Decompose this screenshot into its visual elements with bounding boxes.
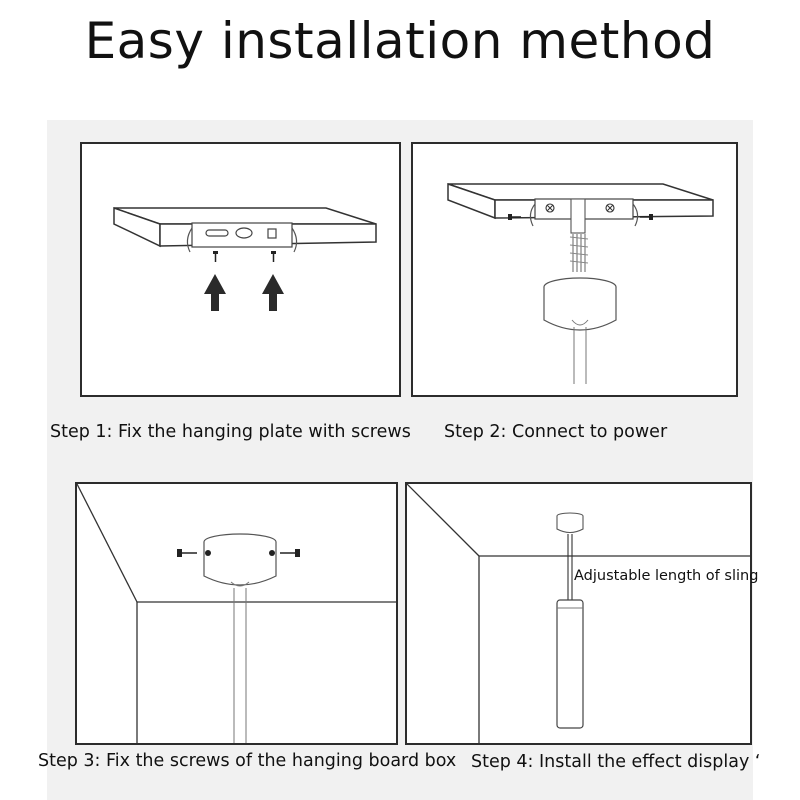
ceiling-plate-diagram [82,144,401,397]
canopy-mount-diagram [77,484,398,745]
step-4-illustration [405,482,752,745]
screw-icon [213,251,218,262]
screw-icon [177,549,197,557]
step-1-caption: Step 1: Fix the hanging plate with screws [50,422,411,442]
up-arrow-icon [262,274,284,311]
power-connection-diagram [413,144,738,397]
page-title: Easy installation method [84,12,716,70]
up-arrow-icon [204,274,226,311]
step-2-caption: Step 2: Connect to power [444,422,668,442]
sling-length-label: Adjustable length of sling [574,568,759,584]
screw-icon [280,549,300,557]
screw-icon [271,251,276,262]
step-2-illustration [411,142,738,397]
step-4-caption: Step 4: Install the effect display ‘ [471,752,761,772]
step-3-illustration [75,482,398,745]
step-1-illustration [80,142,401,397]
pendant-display-diagram [407,484,752,745]
step-3-caption: Step 3: Fix the screws of the hanging board box [38,751,457,771]
